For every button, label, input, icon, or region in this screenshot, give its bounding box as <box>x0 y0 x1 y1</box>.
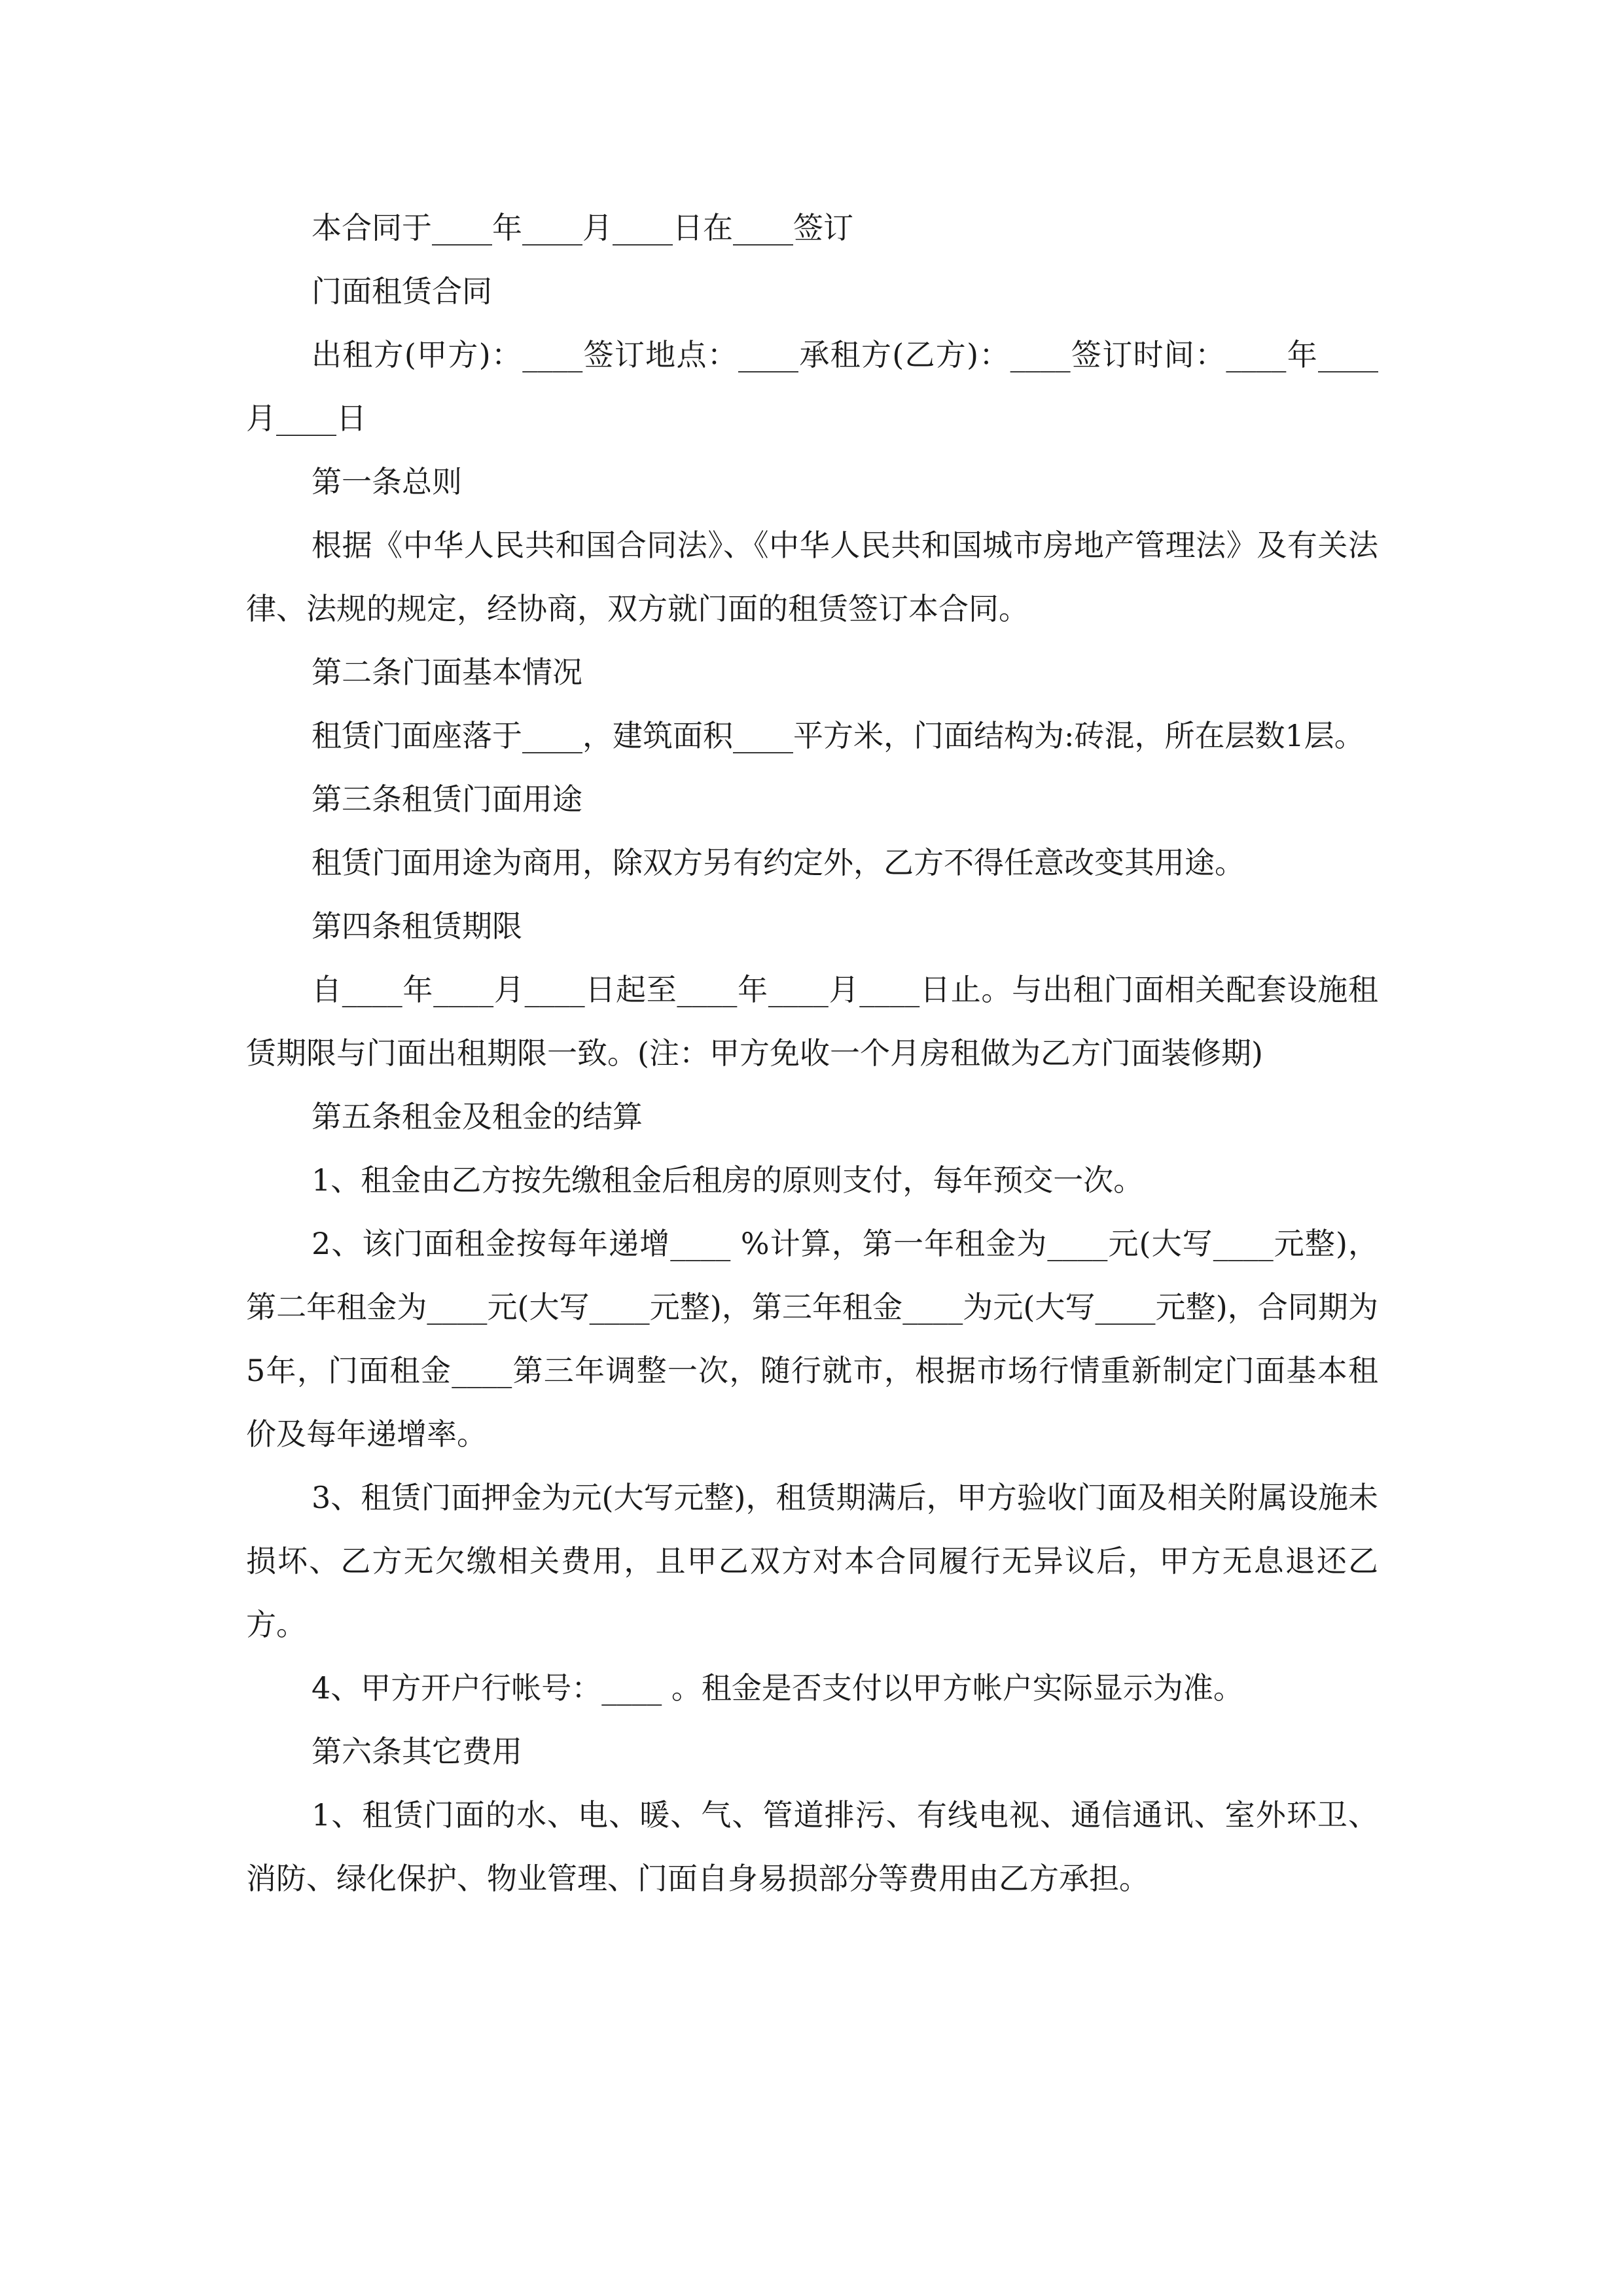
signing-info-line: 本合同于____年____月____日在____签订 <box>312 210 853 245</box>
article-4-heading: 第四条租赁期限 <box>312 908 522 944</box>
contract-body <box>246 196 1378 1910</box>
article-1-heading: 第一条总则 <box>312 464 462 499</box>
article-5-clause-3: 3、租赁门面押金为元(大写元整)，租赁期满后，甲方验收门面及相关附属设施未损坏、乙方无欠缴相关费用，且甲乙双方对本合同履行无异议后，甲方无息退还乙方。 <box>246 1480 1378 1642</box>
article-3-text: 租赁门面用途为商用，除双方另有约定外，乙方不得任意改变其用途。 <box>312 845 1245 880</box>
article-4-text: 自____年____月____日起至____年____月____日止。与出租门面相关配套设施租赁期限与门面出租期限一致。(注：甲方免收一个月房租做为乙方门面装修期) <box>246 972 1378 1071</box>
contract-title: 门面租赁合同 <box>312 274 492 309</box>
article-6-clause-1: 1、租赁门面的水、电、暖、气、管道排污、有线电视、通信通讯、室外环卫、消防、绿化保护、物业管理、门面自身易损部分等费用由乙方承担。 <box>246 1797 1378 1896</box>
article-5-clause-4: 4、甲方开户行帐号：____ 。租金是否支付以甲方帐户实际显示为准。 <box>312 1670 1243 1706</box>
article-3-heading: 第三条租赁门面用途 <box>312 781 582 817</box>
article-5-clause-2: 2、该门面租金按每年递增____ %计算，第一年租金为____元(大写____元整)，第二年租金为____元(大写____元整)，第三年租金____为元(大写____元整)，合同期为5年，门面租金____第三年调整一次，随行就市，根据市场行情重新制定门面基本租价及每年递增率。 <box>246 1226 1378 1452</box>
parties-info: 出租方(甲方)：____签订地点：____承租方(乙方)：____签订时间：____年____月____日 <box>246 337 1378 436</box>
article-1-text: 根据《中华人民共和国合同法》、《中华人民共和国城市房地产管理法》及有关法律、法规的规定，经协商，双方就门面的租赁签订本合同。 <box>246 528 1378 626</box>
article-2-heading: 第二条门面基本情况 <box>312 655 582 690</box>
article-5-heading: 第五条租金及租金的结算 <box>312 1099 643 1134</box>
article-6-heading: 第六条其它费用 <box>312 1734 522 1769</box>
article-2-text: 租赁门面座落于____，建筑面积____平方米，门面结构为:砖混，所在层数1层。 <box>312 718 1364 753</box>
article-5-clause-1: 1、租金由乙方按先缴租金后租房的原则支付，每年预交一次。 <box>312 1162 1144 1198</box>
